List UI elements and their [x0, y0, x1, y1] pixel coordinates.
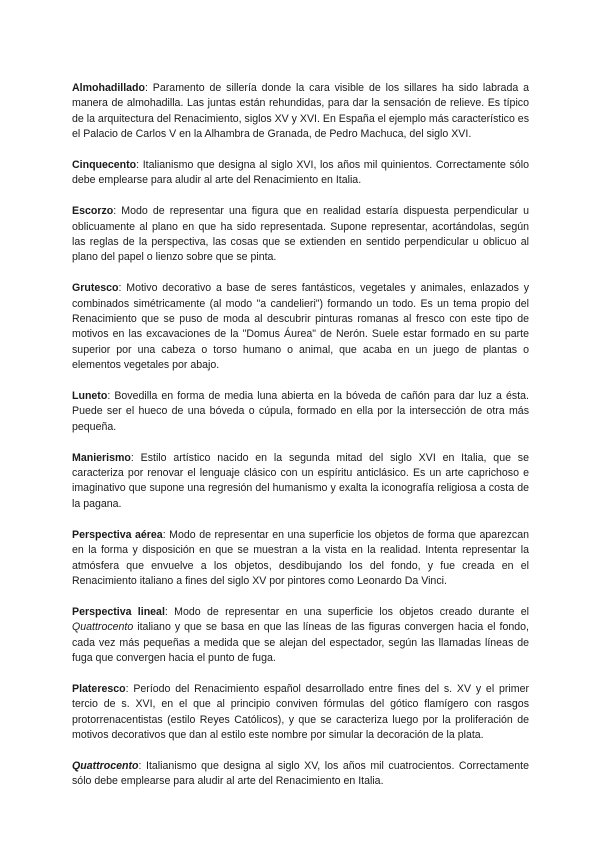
glossary-term: Plateresco [72, 682, 126, 695]
glossary-entry-almohadillado [72, 81, 529, 143]
glossary-definition: : Italianismo que designa al siglo XVI, los años mil quinientos. Correctamente sólo debe emplearse para aludir al arte del Renacimiento en Italia. [72, 159, 529, 187]
glossary-entry-manierismo [72, 451, 529, 513]
glossary-entry-plateresco [72, 682, 529, 744]
glossary-term: Almohadillado [72, 82, 145, 94]
glossary-definition: : Período del Renacimiento español desarrollado entre fines del s. XV y el primer tercio de s. XVI, en el que al principio conviven fórmulas del gótico flamígero con rasgos protorrenacentistas (estilo Reyes Católicos), y que se caracteriza luego por la proliferación de motivos decorativos que dan al estilo este nombre por simular la decoración de la plata. [72, 682, 529, 741]
glossary-term: Perspectiva aérea [72, 528, 163, 541]
glossary-term: Grutesco [72, 282, 119, 295]
glossary-entry-luneto [72, 389, 529, 435]
glossary-definition: : Bovedilla en forma de media luna abierta en la bóveda de cañón para dar luz a ésta. Puede ser el hueco de una bóveda o cúpula, formado en ella por la intersección de otra más pequeña. [72, 390, 529, 433]
glossary-entry-grutesco [72, 281, 529, 373]
glossary-definition: : Modo de representar una figura que en realidad estaría dispuesta perpendicular u oblicuamente al plano en que ha sido representada. Supone representar, acortándolas, según las reglas de la perspectiva, las cosas que se extienden en sentido perpendicular u oblicuo al plano del papel o lienzo sobre que se pinta. [72, 205, 529, 264]
glossary-term: Manierismo [72, 451, 131, 464]
glossary-definition: : Motivo decorativo a base de seres fantásticos, vegetales y animales, enlazados y combinados simétricamente (al modo "a candelieri") formando un todo. Es un tema propio del Renacimiento que se puso de moda al descubrir pinturas romanas al fresco con este tipo de motivos en las excavaciones de la "Domus Áurea" de Nerón. Suele estar formado en su parte superior por una cabeza o torso humano o animal, que acaba en un juego de plantas o elementos vegetales por abajo. [72, 282, 529, 372]
glossary-term: Perspectiva lineal [72, 605, 165, 618]
glossary-definition: italiano y que se basa en que las líneas de las figuras convergen hacia el fondo, cada vez más pequeñas a medida que se alejan del espectador, según las llamadas líneas de fuga que convergen hacia el punto de fuga. [72, 621, 529, 664]
glossary-definition: : Paramento de sillería donde la cara visible de los sillares ha sido labrada a manera de almohadilla. Las juntas están rehundidas, para dar la sensación de relieve. Es típico de la arquitectura del Renacimiento, siglos XV y XVI. En España el ejemplo más característico es el Palacio de Carlos V en la Alhambra de Granada, de Pedro Machuca, del siglo XVI. [72, 82, 529, 141]
glossary-entry-escorzo [72, 204, 529, 266]
glossary-entry-quattrocento [72, 759, 529, 790]
glossary-entry-perspectiva-aerea [72, 528, 529, 590]
glossary-term: Cinquecento [72, 159, 137, 172]
glossary-definition: : Italianismo que designa al siglo XV, los años mil cuatrocientos. Correctamente sólo debe emplearse para aludir al arte del Renacimiento en Italia. [72, 759, 529, 788]
glossary-entry-cinquecento [72, 158, 529, 189]
glossary-definition: : Modo de representar en una superficie los objetos creado durante el [164, 605, 529, 618]
glossary-term: Quattrocento [72, 759, 139, 772]
glossary-definition: : Modo de representar en una superficie los objetos de forma que aparezcan en la forma y disposición en que se muestran a la vista en la realidad. Intenta representar la atmósfera que envuelve a los objetos, desdibujando los del fondo, y fue creada en el Renacimiento italiano a fines del siglo XV por pintores como Leonardo Da Vinci. [72, 528, 529, 587]
glossary-entry-perspectiva-lineal [72, 605, 529, 667]
glossary-term: Luneto [72, 390, 108, 403]
glossary-term: Escorzo [72, 205, 114, 218]
glossary-definition-italic: Quattrocento [72, 621, 134, 634]
glossary-definition: : Estilo artístico nacido en la segunda mitad del siglo XVI en Italia, que se caracteriza por renovar el lenguaje clásico con un espíritu anticlásico. Es un arte caprichoso e imaginativo que supone una regresión del humanismo y exalta la iconografía religiosa a costa de la pagana. [72, 451, 529, 510]
